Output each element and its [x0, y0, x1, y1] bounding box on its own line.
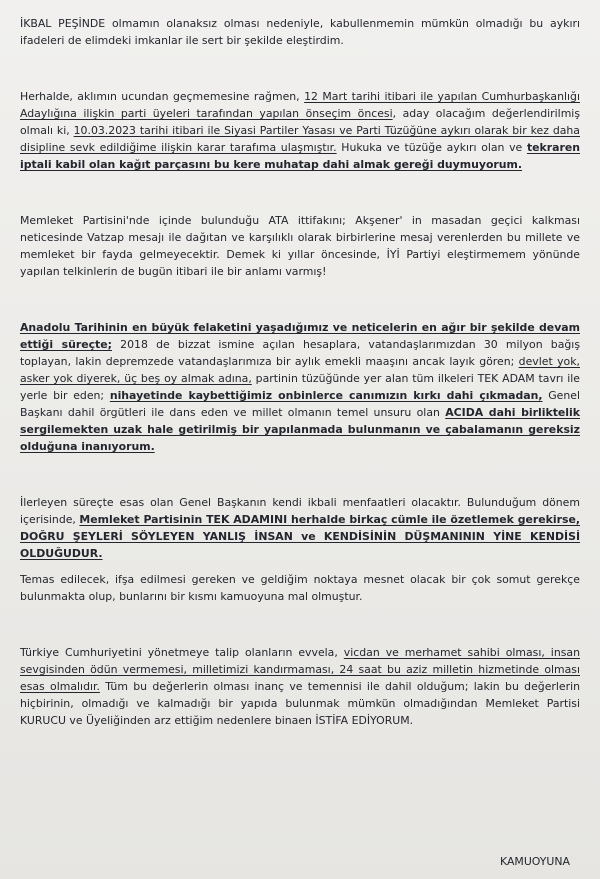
p4-run-3: partinin tüzüğünde yer alan tüm ilkeleri TEK ADAM tavrı ile yerle bir eden;: [20, 372, 580, 402]
p4-run-5: Genel Başkanı dahil örgütleri ile dans eden ve millet olmanın temel unsuru olan: [20, 389, 581, 419]
p7-run-2: Tüm bu değerlerin olması inanç ve temennisi ile dahil olduğum; lakin bu değerlerin hiçbirinin, olmadığı ve kalmadığı bir yapıda bulunmak mümkün olmadığından Memleket Partisi KURUCU ve Üyeliğinden arz ettiğim nedenlere binaen İSTİFA EDİYORUM.: [20, 680, 580, 727]
p2-run-1: 12 Mart tarihi itibari ile yapılan Cumhurbaşkanlığı Adaylığına ilişkin parti üyeleri tarafından yapılan önseçim öncesi: [20, 90, 580, 120]
paragraph-deprem: [20, 319, 580, 455]
p6-run-0: Temas edilecek, ifşa edilmesi gereken ve geldiğim noktaya mesnet olacak bir çok somut gerekçe bulunmakta olup, bunlarını bir kısmı kamuoyuna mal olmuştur.: [20, 573, 580, 603]
p7-run-1: vicdan ve merhamet sahibi olması, insan sevgisinden ödün vermemesi, milletimizi kandırmaması, 24 saat bu aziz milletin hizmetinde olması esas olmalıdır.: [20, 646, 580, 693]
p4-run-1: 2018 de bizzat ismine açılan hesaplara, vatandaşlarımızdan 30 milyon bağış toplayan, lakin depremzede vatandaşlarımıza bir aylık emekli maaşını ancak layık gören;: [20, 338, 580, 368]
p2-run-5: tekraren iptali kabil olan kağıt parçasını bu kere muhatap dahi almak gereği duymuyorum.: [20, 141, 581, 171]
p3-run-0: Memleket Partisini'nde içinde bulunduğu ATA ittifakını; Akşener' in masadan geçici kalkması neticesinde Vatzap mesajı ile dağıtan ve karşılıklı olarak birbirlerine mesaj verenlerden bu millete ve memleket bir fayda gelmeyecektir. Demek ki yıllar öncesinde, İYİ Partiyi eleştirmemem yönünde yapılan telkinlerin de bugün itibari ile bir anlamı varmış!: [20, 214, 580, 278]
p4-run-2: devlet yok, asker yok diyerek, üç beş oy almak adına,: [20, 355, 580, 385]
p7-run-0: Türkiye Cumhuriyetini yönetmeye talip olanların evvela,: [20, 646, 344, 659]
p2-run-3: 10.03.2023 tarihi itibari ile Siyasi Partiler Yasası ve Parti Tüzüğüne aykırı olarak bir kez daha disipline sevk edildiğime ilişkin karar tarafıma ulaşmıştır.: [20, 124, 580, 154]
p4-run-4: nihayetinde kaybettiğimiz onbinlerce canımızın kırkı dahi çıkmadan,: [109, 389, 543, 402]
p2-run-2: , aday olacağım değerlendirilmiş olmalı ki,: [20, 107, 581, 137]
paragraph-gerekce: [20, 571, 580, 605]
p5-run-1: Memleket Partisinin TEK ADAMINI herhalde birkaç cümle ile özetlemek gerekirse, DOĞRU ŞEYLERİ SÖYLEYEN YANLIŞ İNSAN ve KENDİSİNİN DÜŞMANININ YİNE KENDİSİ OLDUĞUDUR.: [20, 513, 580, 560]
p5-run-0: İlerleyen süreçte esas olan Genel Başkanın kendi ikbali menfaatleri olacaktır. Bulunduğum dönem içerisinde,: [20, 496, 580, 526]
paragraph-tek-adam: [20, 494, 580, 562]
paragraph-ikbal: [20, 15, 580, 49]
p2-run-4: Hukuka ve tüzüğe aykırı olan ve: [336, 141, 527, 154]
p4-run-0: Anadolu Tarihinin en büyük felaketini yaşadığımız ve neticelerin en ağır bir şekilde devam ettiği süreçte;: [20, 321, 580, 351]
p1-run-0: İKBAL PEŞİNDE olmamın olanaksız olması nedeniyle, kabullenmemin mümkün olmadığı bu aykırı ifadeleri de elimdeki imkanlar ile sert bir şekilde eleştirdim.: [20, 17, 580, 47]
signature-kamuoyuna: KAMUOYUNA: [500, 855, 570, 868]
paragraph-disiplin: [20, 88, 580, 173]
p2-run-0: Herhalde, aklımın ucundan geçmemesine rağmen,: [20, 90, 305, 103]
paragraph-ata-ittifaki: [20, 212, 580, 280]
p4-run-6: ACIDA dahi birliktelik sergilemekten uzak hale getirilmiş bir yapılanmada bulunmanın ve çabalamanın gereksiz olduğuna inanıyorum.: [20, 406, 580, 453]
paragraph-istifa: [20, 644, 580, 729]
